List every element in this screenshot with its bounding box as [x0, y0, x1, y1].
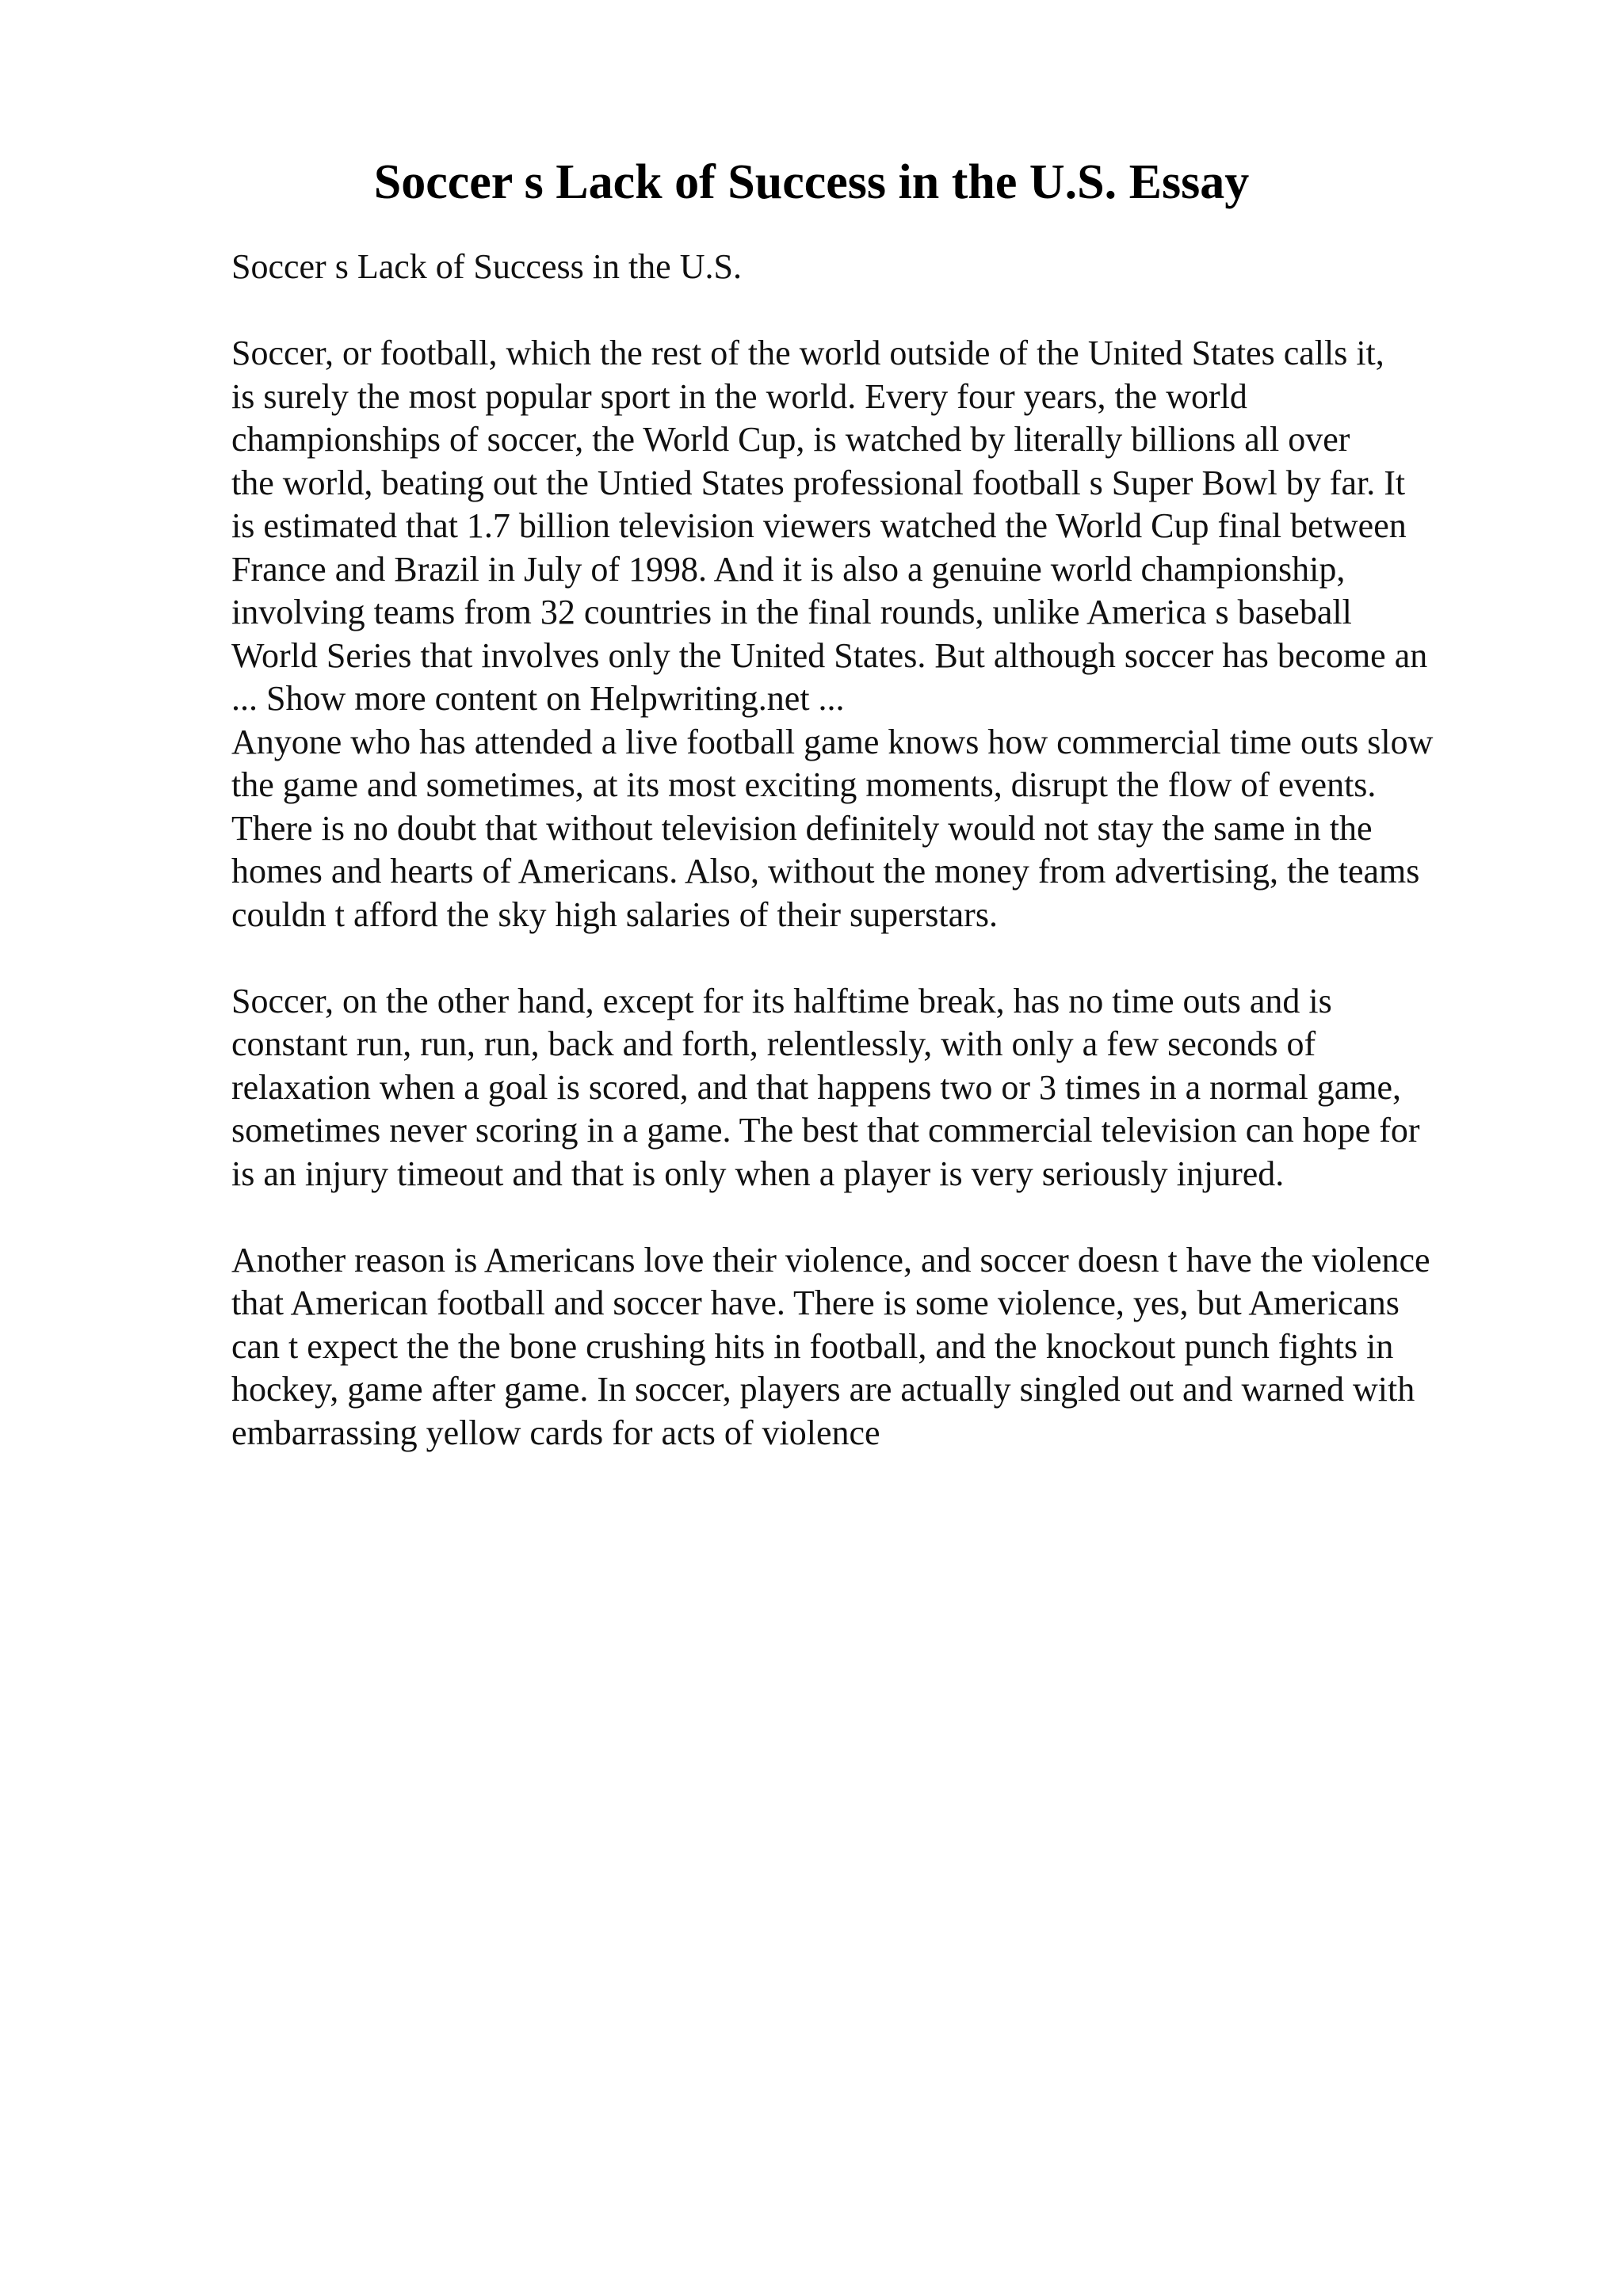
- text-line: homes and hearts of Americans. Also, without the money from advertising, the teams: [231, 852, 1420, 891]
- paragraph-1: [231, 332, 1547, 936]
- text-line: There is no doubt that without television definitely would not stay the same in the: [231, 808, 1373, 848]
- text-line: World Series that involves only the United States. But although soccer has become an: [231, 635, 1428, 675]
- text-line: Another reason is Americans love their violence, and soccer doesn t have the violence: [231, 1240, 1430, 1280]
- text-line: is surely the most popular sport in the world. Every four years, the world: [231, 376, 1247, 416]
- text-line: Soccer, on the other hand, except for its halftime break, has no time outs and is: [231, 981, 1332, 1020]
- text-line: relaxation when a goal is scored, and that happens two or 3 times in a normal game,: [231, 1067, 1402, 1107]
- text-line: championships of soccer, the World Cup, is watched by literally billions all over: [231, 420, 1350, 459]
- text-line: the game and sometimes, at its most exciting moments, disrupt the flow of events.: [231, 765, 1377, 804]
- text-line: the world, beating out the Untied States professional football s Super Bowl by far. It: [231, 463, 1406, 502]
- paragraph-2: [231, 980, 1547, 1196]
- text-line: is estimated that 1.7 billion television viewers watched the World Cup final between: [231, 506, 1407, 545]
- text-line: sometimes never scoring in a game. The best that commercial television can hope for: [231, 1111, 1420, 1150]
- text-line: couldn t afford the sky high salaries of their superstars.: [231, 894, 998, 934]
- show-more-link[interactable]: ... Show more content on Helpwriting.net ...: [231, 679, 845, 718]
- text-line: constant run, run, run, back and forth, relentlessly, with only a few seconds of: [231, 1024, 1316, 1063]
- document-body: [231, 246, 1547, 1455]
- paragraph-spacer: [231, 1196, 1547, 1239]
- paragraph-3: [231, 1239, 1547, 1455]
- paragraph-spacer: [231, 289, 1547, 333]
- text-line: embarrassing yellow cards for acts of violence: [231, 1413, 880, 1452]
- text-line: hockey, game after game. In soccer, players are actually singled out and warned with: [231, 1370, 1415, 1409]
- paragraph-spacer: [231, 936, 1547, 980]
- text-line: Anyone who has attended a live football game knows how commercial time outs slow: [231, 722, 1434, 761]
- text-line: Soccer, or football, which the rest of the world outside of the United States calls it,: [231, 334, 1384, 372]
- document-title: Soccer s Lack of Success in the U.S. Essay: [373, 155, 1250, 209]
- text-line: that American football and soccer have. There is some violence, yes, but Americans: [231, 1283, 1400, 1322]
- document-subtitle: Soccer s Lack of Success in the U.S.: [231, 247, 742, 286]
- text-line: can t expect the the bone crushing hits in football, and the knockout punch fights in: [231, 1326, 1394, 1366]
- text-line: is an injury timeout and that is only when a player is very seriously injured.: [231, 1154, 1285, 1193]
- text-line: France and Brazil in July of 1998. And it is also a genuine world championship,: [231, 549, 1346, 589]
- text-line: involving teams from 32 countries in the final rounds, unlike America s baseball: [231, 593, 1352, 631]
